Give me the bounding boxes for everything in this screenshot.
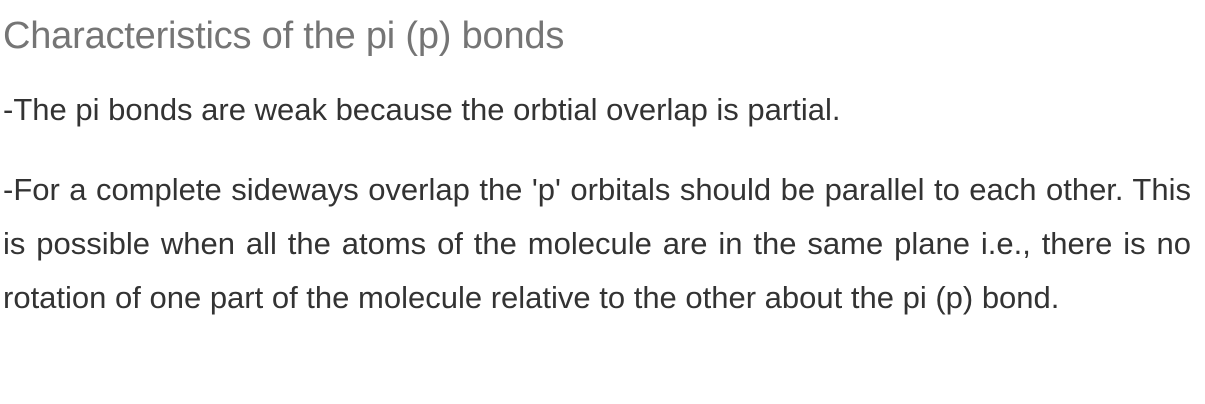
- paragraph-weak-bonds: -The pi bonds are weak because the orbtial overlap is partial.: [3, 92, 841, 127]
- paragraph-sideways-overlap: -For a complete sideways overlap the 'p' orbitals should be parallel to each other. This is possible when all the atoms of the molecule are in the same plane i.e., there is no rotation of one part of the molecule relative to the other about the pi (p) bond.: [3, 172, 1191, 315]
- section-title: Characteristics of the pi (p) bonds: [3, 15, 565, 57]
